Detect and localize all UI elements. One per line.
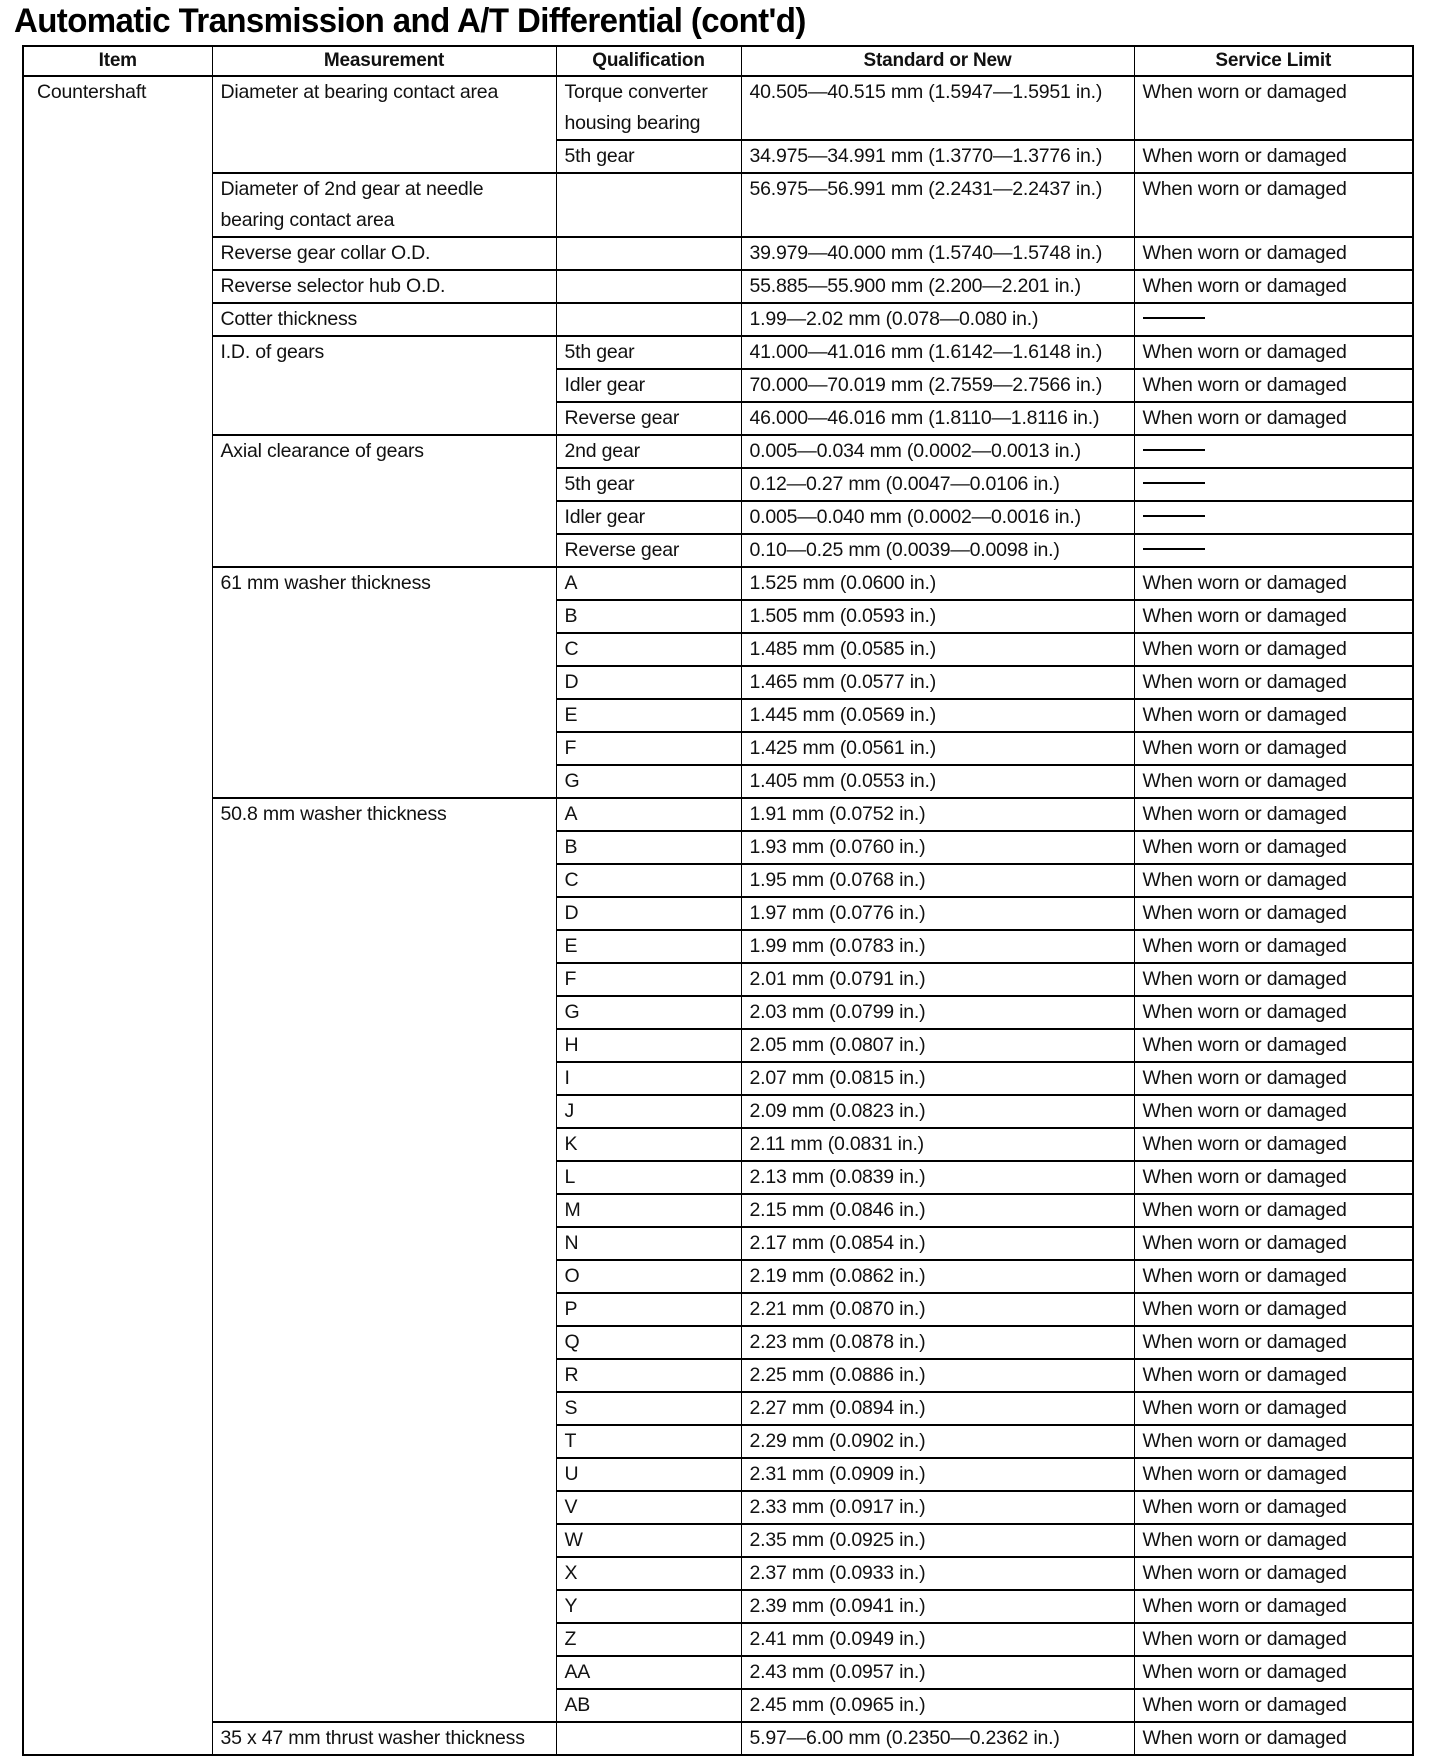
qualification-cell: P: [556, 1293, 741, 1326]
standard-cell: 0.005—0.040 mm (0.0002—0.0016 in.): [741, 501, 1134, 534]
service-limit-cell: When worn or damaged: [1134, 699, 1413, 732]
standard-cell: 2.05 mm (0.0807 in.): [741, 1029, 1134, 1062]
standard-cell: 2.29 mm (0.0902 in.): [741, 1425, 1134, 1458]
service-limit-cell: When worn or damaged: [1134, 1656, 1413, 1689]
measurement-cell: 50.8 mm washer thickness: [212, 798, 556, 1722]
service-limit-cell: [1134, 468, 1413, 501]
qualification-cell: E: [556, 699, 741, 732]
standard-cell: 39.979—40.000 mm (1.5740—1.5748 in.): [741, 237, 1134, 270]
service-limit-cell: When worn or damaged: [1134, 1095, 1413, 1128]
qualification-cell: K: [556, 1128, 741, 1161]
table-row: [23, 435, 1413, 468]
qualification-cell: Idler gear: [556, 369, 741, 402]
qualification-cell: O: [556, 1260, 741, 1293]
service-limit-cell: When worn or damaged: [1134, 140, 1413, 173]
service-limit-cell: When worn or damaged: [1134, 369, 1413, 402]
standard-cell: 41.000—41.016 mm (1.6142—1.6148 in.): [741, 336, 1134, 369]
standard-cell: 1.465 mm (0.0577 in.): [741, 666, 1134, 699]
standard-cell: 40.505—40.515 mm (1.5947—1.5951 in.): [741, 76, 1134, 140]
service-limit-cell: When worn or damaged: [1134, 76, 1413, 140]
table-row: [23, 567, 1413, 600]
service-limit-cell: When worn or damaged: [1134, 402, 1413, 435]
measurement-cell: Cotter thickness: [212, 303, 556, 336]
service-limit-cell: When worn or damaged: [1134, 633, 1413, 666]
qualification-cell: D: [556, 897, 741, 930]
qualification-cell: Reverse gear: [556, 402, 741, 435]
qualification-cell: AB: [556, 1689, 741, 1722]
qualification-cell: H: [556, 1029, 741, 1062]
service-limit-cell: When worn or damaged: [1134, 1689, 1413, 1722]
service-limit-cell: When worn or damaged: [1134, 600, 1413, 633]
measurement-cell: Reverse selector hub O.D.: [212, 270, 556, 303]
no-limit-dash: [1143, 482, 1205, 484]
qualification-cell: 5th gear: [556, 336, 741, 369]
standard-cell: 2.21 mm (0.0870 in.): [741, 1293, 1134, 1326]
service-limit-cell: When worn or damaged: [1134, 1227, 1413, 1260]
measurement-cell: Reverse gear collar O.D.: [212, 237, 556, 270]
service-limit-cell: [1134, 501, 1413, 534]
qualification-cell: [556, 1722, 741, 1755]
service-limit-cell: When worn or damaged: [1134, 1491, 1413, 1524]
standard-cell: 70.000—70.019 mm (2.7559—2.7566 in.): [741, 369, 1134, 402]
service-limit-cell: When worn or damaged: [1134, 270, 1413, 303]
standard-cell: 2.19 mm (0.0862 in.): [741, 1260, 1134, 1293]
measurement-cell: 61 mm washer thickness: [212, 567, 556, 798]
standard-cell: 1.525 mm (0.0600 in.): [741, 567, 1134, 600]
standard-cell: 2.01 mm (0.0791 in.): [741, 963, 1134, 996]
table-row: [23, 1722, 1413, 1755]
standard-cell: 2.13 mm (0.0839 in.): [741, 1161, 1134, 1194]
qualification-cell: AA: [556, 1656, 741, 1689]
standard-cell: 2.07 mm (0.0815 in.): [741, 1062, 1134, 1095]
table-row: [23, 336, 1413, 369]
table-row: [23, 237, 1413, 270]
service-limit-cell: When worn or damaged: [1134, 1029, 1413, 1062]
qualification-cell: 2nd gear: [556, 435, 741, 468]
qualification-cell: I: [556, 1062, 741, 1095]
standard-cell: 1.91 mm (0.0752 in.): [741, 798, 1134, 831]
standard-cell: 1.505 mm (0.0593 in.): [741, 600, 1134, 633]
service-limit-cell: When worn or damaged: [1134, 173, 1413, 237]
qualification-cell: Z: [556, 1623, 741, 1656]
measurement-cell: Diameter of 2nd gear at needle bearing contact area: [212, 173, 556, 237]
qualification-cell: 5th gear: [556, 468, 741, 501]
qualification-cell: A: [556, 798, 741, 831]
service-limit-cell: When worn or damaged: [1134, 996, 1413, 1029]
standard-cell: 1.97 mm (0.0776 in.): [741, 897, 1134, 930]
service-limit-cell: When worn or damaged: [1134, 1260, 1413, 1293]
standard-cell: 2.17 mm (0.0854 in.): [741, 1227, 1134, 1260]
service-limit-cell: When worn or damaged: [1134, 1557, 1413, 1590]
service-limit-cell: When worn or damaged: [1134, 831, 1413, 864]
standard-cell: 2.39 mm (0.0941 in.): [741, 1590, 1134, 1623]
qualification-cell: N: [556, 1227, 741, 1260]
service-limit-cell: When worn or damaged: [1134, 237, 1413, 270]
standard-cell: 0.10—0.25 mm (0.0039—0.0098 in.): [741, 534, 1134, 567]
service-limit-cell: When worn or damaged: [1134, 732, 1413, 765]
standard-cell: 2.03 mm (0.0799 in.): [741, 996, 1134, 1029]
standard-cell: 56.975—56.991 mm (2.2431—2.2437 in.): [741, 173, 1134, 237]
header-measurement: Measurement: [212, 46, 556, 76]
standard-cell: 1.95 mm (0.0768 in.): [741, 864, 1134, 897]
table-row: [23, 798, 1413, 831]
standard-cell: 0.005—0.034 mm (0.0002—0.0013 in.): [741, 435, 1134, 468]
qualification-cell: L: [556, 1161, 741, 1194]
standard-cell: 2.25 mm (0.0886 in.): [741, 1359, 1134, 1392]
standard-cell: 1.99 mm (0.0783 in.): [741, 930, 1134, 963]
qualification-cell: [556, 237, 741, 270]
measurement-cell: I.D. of gears: [212, 336, 556, 435]
qualification-cell: M: [556, 1194, 741, 1227]
spec-table: [22, 45, 1414, 1756]
standard-cell: 2.15 mm (0.0846 in.): [741, 1194, 1134, 1227]
standard-cell: 34.975—34.991 mm (1.3770—1.3776 in.): [741, 140, 1134, 173]
service-limit-cell: When worn or damaged: [1134, 1326, 1413, 1359]
qualification-cell: G: [556, 765, 741, 798]
service-limit-cell: [1134, 534, 1413, 567]
service-limit-cell: When worn or damaged: [1134, 1425, 1413, 1458]
table-header: [23, 46, 1413, 76]
qualification-cell: B: [556, 831, 741, 864]
table-row: [23, 270, 1413, 303]
qualification-cell: S: [556, 1392, 741, 1425]
service-limit-cell: When worn or damaged: [1134, 567, 1413, 600]
standard-cell: 2.31 mm (0.0909 in.): [741, 1458, 1134, 1491]
standard-cell: 0.12—0.27 mm (0.0047—0.0106 in.): [741, 468, 1134, 501]
service-limit-cell: When worn or damaged: [1134, 336, 1413, 369]
no-limit-dash: [1143, 515, 1205, 517]
service-limit-cell: When worn or damaged: [1134, 1359, 1413, 1392]
qualification-cell: F: [556, 963, 741, 996]
qualification-cell: U: [556, 1458, 741, 1491]
qualification-cell: J: [556, 1095, 741, 1128]
header-qualification: Qualification: [556, 46, 741, 76]
service-limit-cell: When worn or damaged: [1134, 897, 1413, 930]
no-limit-dash: [1143, 548, 1205, 550]
service-limit-cell: When worn or damaged: [1134, 1128, 1413, 1161]
qualification-cell: G: [556, 996, 741, 1029]
service-limit-cell: When worn or damaged: [1134, 765, 1413, 798]
qualification-cell: T: [556, 1425, 741, 1458]
service-limit-cell: When worn or damaged: [1134, 798, 1413, 831]
service-limit-cell: When worn or damaged: [1134, 1458, 1413, 1491]
header-item: Item: [23, 46, 212, 76]
measurement-cell: Diameter at bearing contact area: [212, 76, 556, 173]
qualification-cell: Idler gear: [556, 501, 741, 534]
qualification-cell: Reverse gear: [556, 534, 741, 567]
standard-cell: 1.405 mm (0.0553 in.): [741, 765, 1134, 798]
item-cell: Countershaft: [23, 76, 212, 1755]
page-title: Automatic Transmission and A/T Differential (cont'd): [14, 2, 806, 40]
measurement-cell: 35 x 47 mm thrust washer thickness: [212, 1722, 556, 1755]
standard-cell: 2.33 mm (0.0917 in.): [741, 1491, 1134, 1524]
standard-cell: 2.37 mm (0.0933 in.): [741, 1557, 1134, 1590]
header-service-limit: Service Limit: [1134, 46, 1413, 76]
standard-cell: 46.000—46.016 mm (1.8110—1.8116 in.): [741, 402, 1134, 435]
service-limit-cell: When worn or damaged: [1134, 1392, 1413, 1425]
service-limit-cell: When worn or damaged: [1134, 1524, 1413, 1557]
standard-cell: 1.99—2.02 mm (0.078—0.080 in.): [741, 303, 1134, 336]
standard-cell: 2.35 mm (0.0925 in.): [741, 1524, 1134, 1557]
service-limit-cell: When worn or damaged: [1134, 963, 1413, 996]
no-limit-dash: [1143, 449, 1205, 451]
service-limit-cell: When worn or damaged: [1134, 1293, 1413, 1326]
service-limit-cell: When worn or damaged: [1134, 1062, 1413, 1095]
table-row: [23, 76, 1413, 140]
standard-cell: 2.43 mm (0.0957 in.): [741, 1656, 1134, 1689]
qualification-cell: Torque converter housing bearing: [556, 76, 741, 140]
service-limit-cell: [1134, 303, 1413, 336]
standard-cell: 1.425 mm (0.0561 in.): [741, 732, 1134, 765]
qualification-cell: A: [556, 567, 741, 600]
standard-cell: 2.41 mm (0.0949 in.): [741, 1623, 1134, 1656]
standard-cell: 2.23 mm (0.0878 in.): [741, 1326, 1134, 1359]
qualification-cell: Q: [556, 1326, 741, 1359]
qualification-cell: F: [556, 732, 741, 765]
qualification-cell: W: [556, 1524, 741, 1557]
measurement-cell: Axial clearance of gears: [212, 435, 556, 567]
service-limit-cell: When worn or damaged: [1134, 666, 1413, 699]
table-row: [23, 303, 1413, 336]
standard-cell: 1.93 mm (0.0760 in.): [741, 831, 1134, 864]
qualification-cell: 5th gear: [556, 140, 741, 173]
qualification-cell: C: [556, 864, 741, 897]
service-limit-cell: When worn or damaged: [1134, 1194, 1413, 1227]
standard-cell: 2.11 mm (0.0831 in.): [741, 1128, 1134, 1161]
service-limit-cell: When worn or damaged: [1134, 1722, 1413, 1755]
standard-cell: 2.45 mm (0.0965 in.): [741, 1689, 1134, 1722]
service-limit-cell: When worn or damaged: [1134, 1590, 1413, 1623]
qualification-cell: [556, 270, 741, 303]
qualification-cell: V: [556, 1491, 741, 1524]
qualification-cell: B: [556, 600, 741, 633]
standard-cell: 2.09 mm (0.0823 in.): [741, 1095, 1134, 1128]
qualification-cell: D: [556, 666, 741, 699]
standard-cell: 55.885—55.900 mm (2.200—2.201 in.): [741, 270, 1134, 303]
service-limit-cell: When worn or damaged: [1134, 864, 1413, 897]
qualification-cell: C: [556, 633, 741, 666]
table-body: [23, 76, 1413, 1755]
service-limit-cell: When worn or damaged: [1134, 1161, 1413, 1194]
qualification-cell: [556, 173, 741, 237]
qualification-cell: X: [556, 1557, 741, 1590]
standard-cell: 5.97—6.00 mm (0.2350—0.2362 in.): [741, 1722, 1134, 1755]
standard-cell: 1.485 mm (0.0585 in.): [741, 633, 1134, 666]
table-row: [23, 173, 1413, 237]
service-limit-cell: When worn or damaged: [1134, 930, 1413, 963]
standard-cell: 1.445 mm (0.0569 in.): [741, 699, 1134, 732]
service-limit-cell: [1134, 435, 1413, 468]
service-limit-cell: When worn or damaged: [1134, 1623, 1413, 1656]
standard-cell: 2.27 mm (0.0894 in.): [741, 1392, 1134, 1425]
qualification-cell: E: [556, 930, 741, 963]
header-standard: Standard or New: [741, 46, 1134, 76]
qualification-cell: [556, 303, 741, 336]
qualification-cell: Y: [556, 1590, 741, 1623]
no-limit-dash: [1143, 317, 1205, 319]
qualification-cell: R: [556, 1359, 741, 1392]
